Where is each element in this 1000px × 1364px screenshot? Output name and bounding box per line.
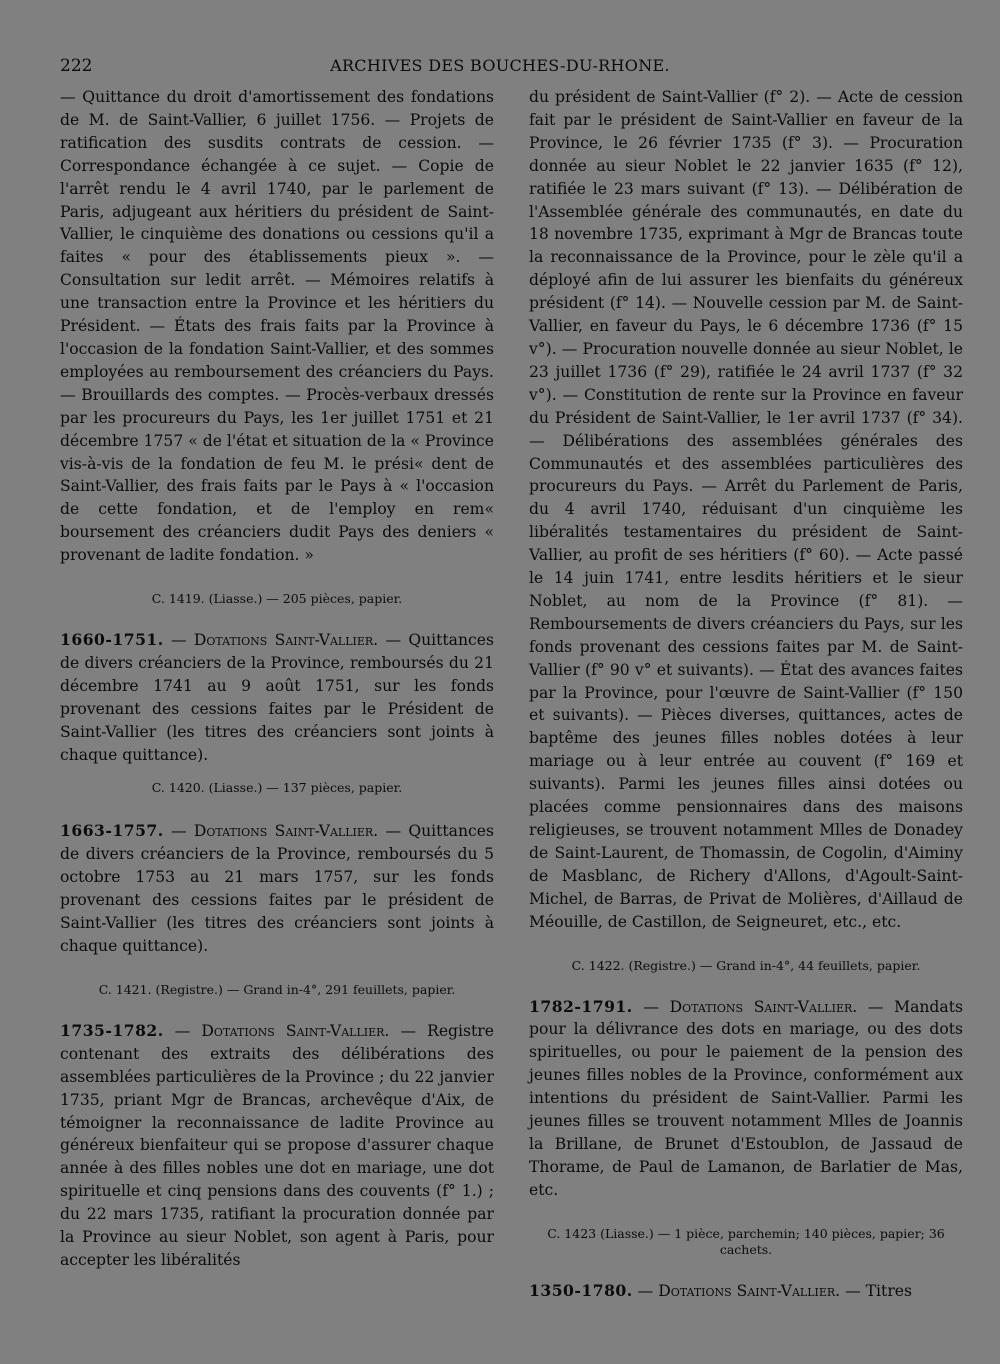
left-column	[60, 86, 494, 1272]
running-title: ARCHIVES DES BOUCHES-DU-RHONE.	[330, 56, 670, 75]
entry-paragraph	[60, 629, 494, 766]
archive-reference: C. 1420. (Liasse.) — 137 pièces, papier.	[151, 780, 403, 796]
entry-dates: 1735-1782.	[60, 1020, 164, 1040]
entry-paragraph	[60, 1020, 494, 1272]
entry-title: — Dotations Saint-Vallier.	[174, 1021, 390, 1040]
entry-text: — Titres	[845, 1281, 912, 1300]
archive-reference: C. 1421. (Registre.) — Grand in-4°, 291 feuillets, papier.	[98, 981, 456, 997]
right-column	[529, 86, 963, 1303]
entry-text: — Registre contenant des extraits des délibérations des assemblées particulières de la Province ; du 22 janvier 1735, priant Mgr de Brancas, archevêque d'Aix, de témoigner la reconnaissance de ladite Province au généreux bienfaiteur qui se propose d'assurer chaque année à des filles nobles une dot en mariage, une dot spirituelle et cinq pensions dans des couvents (f° 1.) ; du 22 mars 1735, ratifiant la procuration donnée par la Province au sieur Noblet, son agent à Paris, pour accepter les libéralités	[60, 1021, 494, 1269]
entry-text: — Mandats pour la délivrance des dots en mariage, ou des dots spirituelles, ou pour le paiement de la pension des jeunes filles nobles de la Province, conformément aux intentions du président de Saint-Vallier. Parmi les jeunes filles se trouvent notamment Mlles de Joannis la Brillane, de Brunet d'Estoublon, de Jassaud de Thorame, de Paul de Lamanon, de Barlatier de Mas, etc.	[529, 997, 963, 1199]
entry-title: — Dotations Saint-Vallier.	[171, 822, 379, 841]
archive-reference: C. 1419. (Liasse.) — 205 pièces, papier.	[151, 591, 403, 607]
entry-dates: 1782-1791.	[529, 996, 633, 1016]
entry-text: — Quittances de divers créanciers de la Province, remboursés du 21 décembre 1741 au 9 août 1751, sur les fonds provenant des cessions faites par le Président de Saint-Vallier (les titres des créanciers sont joints à chaque quittance).	[60, 631, 494, 764]
entry-dates: 1660-1751.	[60, 630, 164, 650]
entry-paragraph	[60, 820, 494, 957]
archive-reference: C. 1423 (Liasse.) — 1 pièce, parchemin; 140 pièces, papier; 36 cachets.	[547, 1225, 945, 1257]
entry-paragraph	[529, 1280, 963, 1303]
entry-title: — Dotations Saint-Vallier.	[171, 631, 379, 650]
entry-title: — Dotations Saint-Vallier.	[643, 997, 858, 1016]
entry-text: — Quittances de divers créanciers de la Province, remboursés du 5 octobre 1753 au 21 mars 1757, sur les fonds provenant des cessions faites par le président de Saint-Vallier (les titres des créanciers sont joints à chaque quittance).	[60, 822, 494, 955]
page-number: 222	[60, 56, 93, 76]
continuation-paragraph: — Quittance du droit d'amortissement des fondations de M. de Saint-Vallier, 6 juillet 1756. — Projets de ratification des susdits contrats de cession. — Correspondance échangée à ce sujet. — Copie de l'arrêt rendu le 4 avril 1740, par le parlement de Paris, adjugeant aux héritiers du président de Saint-Vallier, le cinquième des donations ou cessions qu'il a faites « pour des établissements pieux ». — Consultation sur ledit arrêt. — Mémoires relatifs à une transaction entre la Province et les héritiers du Président. — États des frais faits par la Province à l'occasion de la fondation Saint-Vallier, et des sommes employées au remboursement des créanciers du Pays. — Brouillards des comptes. — Procès-verbaux dressés par les procureurs du Pays, les 1er juillet 1751 et 21 décembre 1757 « de l'état et situation de la « Province vis-à-vis de la fondation de feu M. le prési« dent de Saint-Vallier, des frais faits par le Pays à « l'occasion de cette fondation, et de l'employ en rem« boursement des créanciers dudit Pays des deniers « provenant de ladite fondation. »	[60, 88, 494, 565]
entry-title: — Dotations Saint-Vallier.	[637, 1281, 841, 1300]
entry-dates: 1350-1780.	[529, 1280, 633, 1300]
continuation-paragraph: du président de Saint-Vallier (f° 2). — Acte de cession fait par le président de Saint-Vallier en faveur de la Province, le 26 février 1735 (f° 3). — Procuration donnée au sieur Noblet le 22 janvier 1635 (f° 12), ratifiée le 23 mars suivant (f° 13). — Délibération de l'Assemblée générale des communautés, en date du 18 novembre 1735, exprimant à Mgr de Brancas toute la reconnaissance de la Province, pour le zèle qu'il a déployé afin de lui assurer les bienfaits du généreux président (f° 14). — Nouvelle cession par M. de Saint-Vallier, en faveur du Pays, le 6 décembre 1736 (f° 15 v°). — Procuration nouvelle donnée au sieur Noblet, le 23 juillet 1736 (f° 29), ratifiée le 24 avril 1737 (f° 32 v°). — Constitution de rente sur la Province en faveur du Président de Saint-Vallier, le 1er avril 1737 (f° 34). — Délibérations des assemblées générales des Communautés et des assemblées particulières des procureurs du Pays. — Arrêt du Parlement de Paris, du 4 avril 1740, réduisant d'un cinquième les libéralités testamentaires du président de Saint-Vallier, au profit de ses héritiers (f° 60). — Acte passé le 14 juin 1741, entre lesdits héritiers et le sieur Noblet, au nom de la Province (f° 81). — Remboursements de divers créanciers du Pays, sur les fonds provenant des cessions faites par M. de Saint-Vallier (f° 90 v° et suivants). — État des avances faites par la Province, pour l'œuvre de Saint-Vallier (f° 150 et suivants). — Pièces diverses, quittances, actes de baptême des jeunes filles nobles dotées à leur mariage ou à leur entrée au couvent (f° 169 et suivants). Parmi les jeunes filles ainsi dotées ou placées comme pensionnaires dans des maisons religieuses, se trouvent notamment Mlles de Donadey de Saint-Laurent, de Thomassin, de Cogolin, d'Aiminy de Masblanc, de Richery d'Allons, d'Agoult-Saint-Michel, de Barras, de Privat de Molières, d'Aillaud de Méouille, de Castillon, de Seigneuret, etc., etc.	[529, 88, 963, 931]
entry-paragraph	[529, 996, 963, 1202]
entry-dates: 1663-1757.	[60, 821, 164, 841]
archive-reference: C. 1422. (Registre.) — Grand in-4°, 44 feuillets, papier.	[571, 957, 921, 973]
